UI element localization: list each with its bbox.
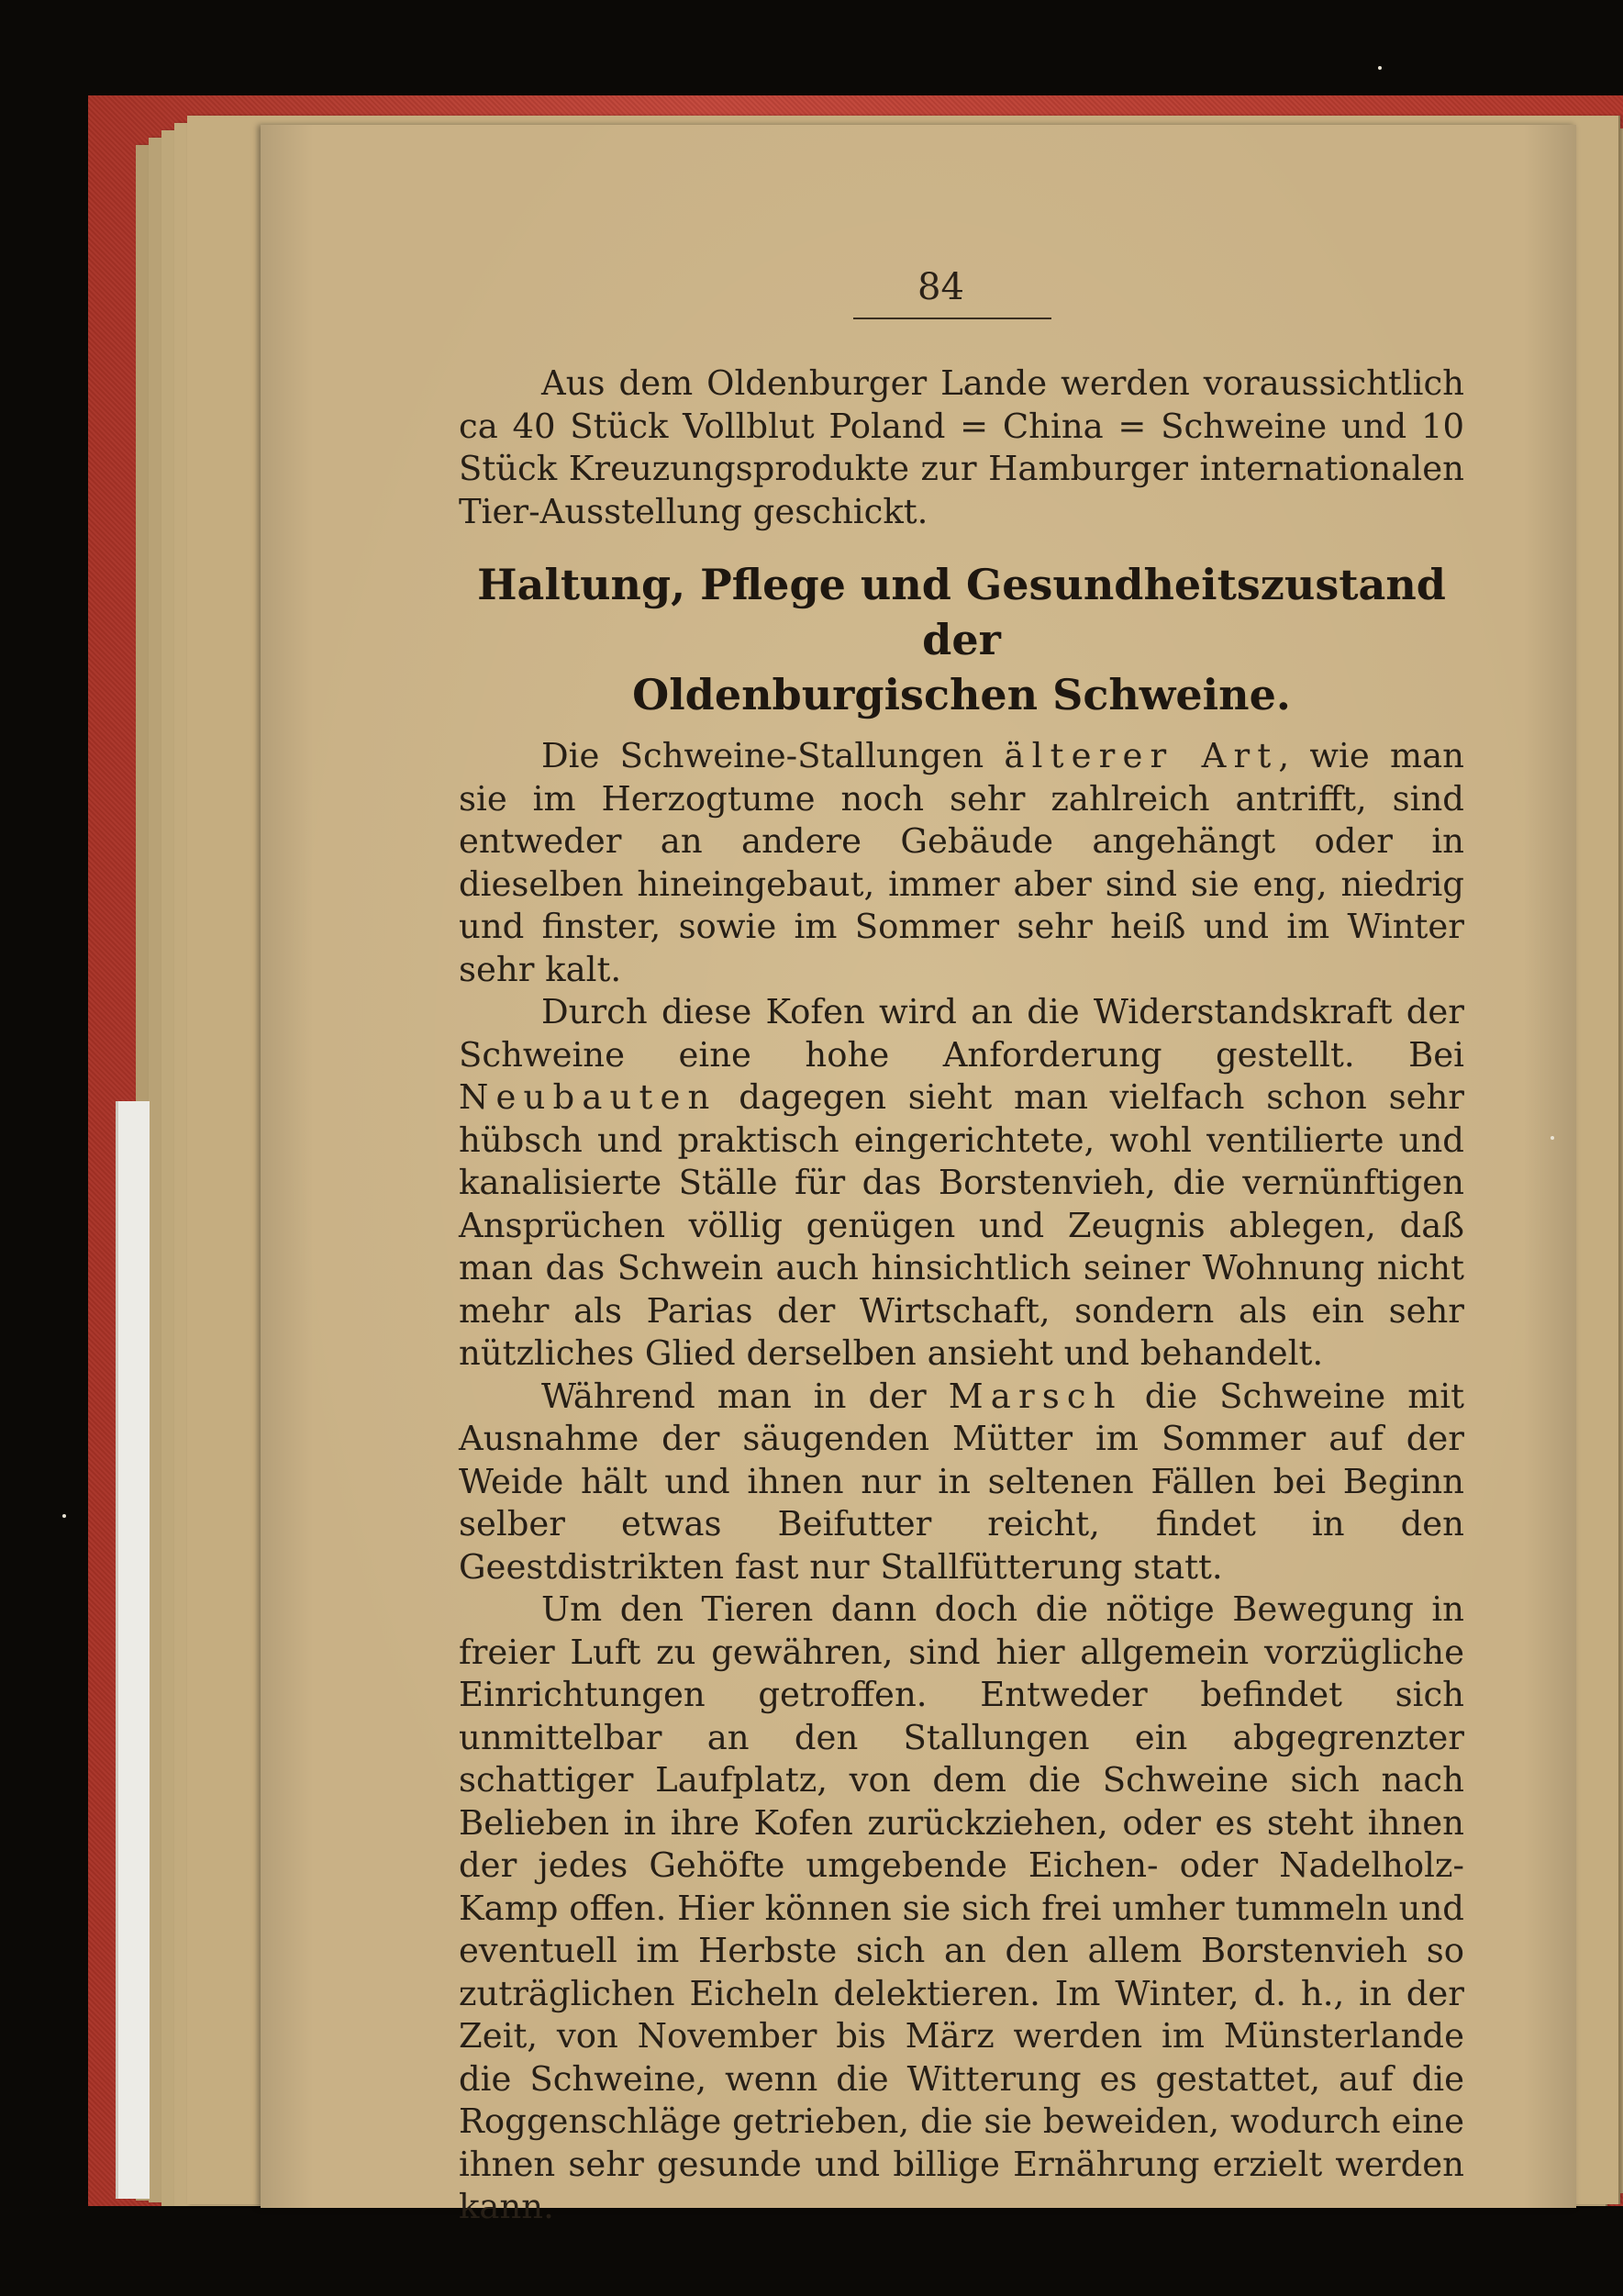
dust-speck <box>1378 66 1382 70</box>
body-paragraph-3 <box>459 1376 1464 1589</box>
white-paper-strip <box>116 1101 150 2199</box>
p1-emphasis: älterer Art <box>1004 736 1279 775</box>
dust-speck <box>1551 1136 1554 1140</box>
section-heading <box>459 557 1464 722</box>
intro-paragraph: Aus dem Oldenburger Lande werden voraussichtlich ca 40 Stück Vollblut Poland = China = Schweine und 10 Stück Kreuzungsprodukte zur Hamburger internationalen Tier-Ausstellung geschickt. <box>459 363 1464 531</box>
p2-text-before: Durch diese Kofen wird an die Widerstandskraft der Schweine eine hohe Anforderung gestellt. Bei <box>459 992 1464 1075</box>
page-number: 84 <box>917 266 964 308</box>
page-number-rule <box>853 318 1051 319</box>
p2-emphasis: Neubauten <box>459 1077 717 1117</box>
p1-text-after: , wie man sie im Herzogtume noch sehr zahlreich antrifft, sind entweder an andere Gebäude angehängt oder in dieselben hineingebaut, immer aber sind sie eng, niedrig und finster, sowie im Sommer sehr heiß und im Winter sehr kalt. <box>459 736 1464 989</box>
page-text <box>459 362 1464 2229</box>
p3-emphasis: Marsch <box>948 1376 1123 1416</box>
p2-text-after: dagegen sieht man vielfach schon sehr hübsch und praktisch eingerichtete, wohl ventilierte und kanalisierte Ställe für das Borstenvieh, die vernünftigen Ansprüchen völlig genügen und Zeugnis ablegen, daß man das Schwein auch hinsichtlich seiner Wohnung nicht mehr als Parias der Wirtschaft, sondern als ein sehr nützliches Glied derselben ansieht und behandelt. <box>459 1077 1464 1373</box>
body-paragraph-1 <box>459 735 1464 991</box>
p3-text-before: Während man in der <box>541 1376 949 1416</box>
body-paragraph-2 <box>459 991 1464 1376</box>
p3-text-after: die Schweine mit Ausnahme der säugenden Mütter im Sommer auf der Weide hält und ihnen nur in seltenen Fällen bei Beginn selber etwas Beifutter reicht, findet in den Geestdistrikten fast nur Stallfütterung statt. <box>459 1376 1464 1587</box>
section-heading-line-1: Haltung, Pflege und Gesundheitszustand der <box>477 560 1446 664</box>
section-heading-line-2: Oldenburgischen Schweine. <box>632 670 1291 719</box>
dust-speck <box>62 1514 66 1518</box>
body-paragraph-4: Um den Tieren dann doch die nötige Bewegung in freier Luft zu gewähren, sind hier allgemein vorzügliche Einrichtungen getroffen. Entweder befindet sich unmittelbar an den Stallungen ein abgegrenzter schattiger Laufplatz, von dem die Schweine sich nach Belieben in ihre Kofen zurückziehen, oder es steht ihnen der jedes Gehöfte umgebende Eichen- oder Nadelholz-Kamp offen. Hier können sie sich frei umher tummeln und eventuell im Herbste sich an den allem Borstenvieh so zuträglichen Eicheln delektieren. Im Winter, d. h., in der Zeit, von November bis März werden im Münsterlande die Schweine, wenn die Witterung es gestattet, auf die Roggenschläge getrieben, die sie beweiden, wodurch eine ihnen sehr gesunde und billige Ernährung erzielt werden kann. <box>459 1589 1464 2226</box>
p1-text-before: Die Schweine-Stallungen <box>541 736 1005 775</box>
